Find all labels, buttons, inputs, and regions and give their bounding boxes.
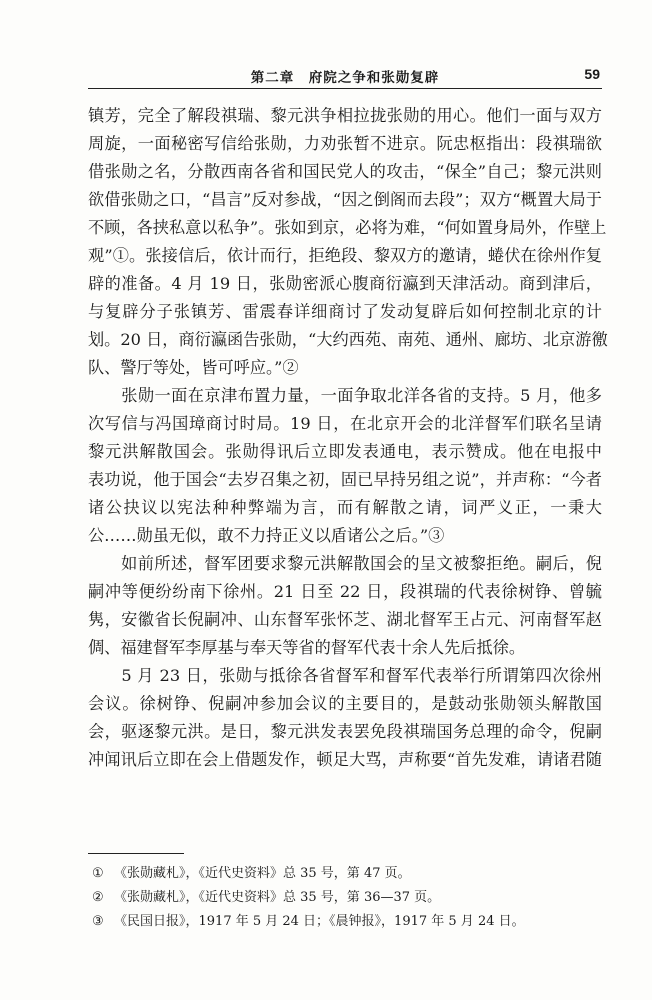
text-line: 倜、福建督军李厚基与奉天等省的督军代表十余人先后抵徐。 (88, 638, 526, 657)
text-line: 表功说，他于国会“去岁召集之初，固已早持另组之说”，并声称：“今者 (88, 470, 602, 489)
footnotes (88, 862, 602, 934)
footnote-mark: ③ (92, 914, 104, 929)
text-line: 镇芳，完全了解段祺瑞、黎元洪争相拉拢张勋的用心。他们一面与双方 (88, 106, 602, 125)
footnote-text: 《张勋藏札》，《近代史资料》总 35 号，第 36—37 页。 (114, 890, 441, 905)
body-text (88, 102, 608, 774)
text-line: 队、警厅等处，皆可呼应。”② (88, 358, 299, 377)
text-line: 不顾，各挟私意以私争”。张如到京，必将为难，“何如置身局外，作壁上 (88, 218, 607, 237)
footnote-text: 《张勋藏札》，《近代史资料》总 35 号，第 47 页。 (114, 866, 411, 881)
footnote (88, 886, 602, 910)
text-line: 诸公抉议以宪法种种弊端为言，而有解散之请，词严义正，一秉大 (88, 498, 602, 517)
footnote-mark: ② (92, 890, 104, 905)
footnote (88, 910, 602, 934)
text-line: 嗣冲等便纷纷南下徐州。21 日至 22 日，段祺瑞的代表徐树铮、曾毓 (88, 582, 602, 601)
text-line: 借张勋之名，分散西南各省和国民党人的攻击，“保全”自己；黎元洪则 (88, 162, 602, 181)
header-rule (88, 88, 602, 89)
footnote-text: 《民国日报》，1917 年 5 月 24 日；《晨钟报》，1917 年 5 月 24 日。 (114, 914, 525, 929)
text-line: 次写信与冯国璋商讨时局。19 日，在北京开会的北洋督军们联名呈请 (88, 414, 602, 433)
text-line: 欲借张勋之口，“昌言”反对参战，“因之倒阁而去段”；双方“概置大局于 (88, 190, 602, 209)
page-number: 59 (584, 66, 600, 82)
footnote (88, 862, 602, 886)
running-header (88, 66, 602, 90)
text-line: 张勋一面在京津布置力量，一面争取北洋各省的支持。5 月，他多 (88, 386, 602, 405)
footnote-divider (88, 853, 184, 854)
text-line: 与复辟分子张镇芳、雷震春详细商讨了发动复辟后如何控制北京的计 (88, 302, 602, 321)
text-line: 观”①。张接信后，依计而行，拒绝段、黎双方的邀请，蜷伏在徐州作复 (88, 246, 602, 265)
text-line: 会，驱逐黎元洪。是日，黎元洪发表罢免段祺瑞国务总理的命令，倪嗣 (88, 722, 602, 741)
chapter-title: 第二章 府院之争和张勋复辟 (250, 70, 440, 86)
text-line: 隽，安徽省长倪嗣冲、山东督军张怀芝、湖北督军王占元、河南督军赵 (88, 610, 602, 629)
footnote-mark: ① (92, 866, 104, 881)
text-line: 辟的准备。4 月 19 日，张勋密派心腹商衍瀛到天津活动。商到津后， (88, 274, 602, 293)
text-line: 黎元洪解散国会。张勋得讯后立即发表通电，表示赞成。他在电报中 (88, 442, 602, 461)
text-line: 周旋，一面秘密写信给张勋，力劝张暂不进京。阮忠枢指出：段祺瑞欲 (88, 134, 602, 153)
text-line: 冲闻讯后立即在会上借题发作，顿足大骂，声称要“首先发难，请诸君随 (88, 750, 602, 769)
text-line: 划。20 日，商衍瀛函告张勋，“大约西苑、南苑、通州、廊坊、北京游徼 (88, 330, 608, 349)
text-line: 公……勋虽无似，敢不力持正义以盾诸公之后。”③ (88, 526, 445, 545)
text-line: 5 月 23 日，张勋与抵徐各省督军和督军代表举行所谓第四次徐州 (88, 666, 602, 685)
text-line: 如前所述，督军团要求黎元洪解散国会的呈文被黎拒绝。嗣后，倪 (88, 554, 602, 573)
text-line: 会议。徐树铮、倪嗣冲参加会议的主要目的，是鼓动张勋领头解散国 (88, 694, 602, 713)
